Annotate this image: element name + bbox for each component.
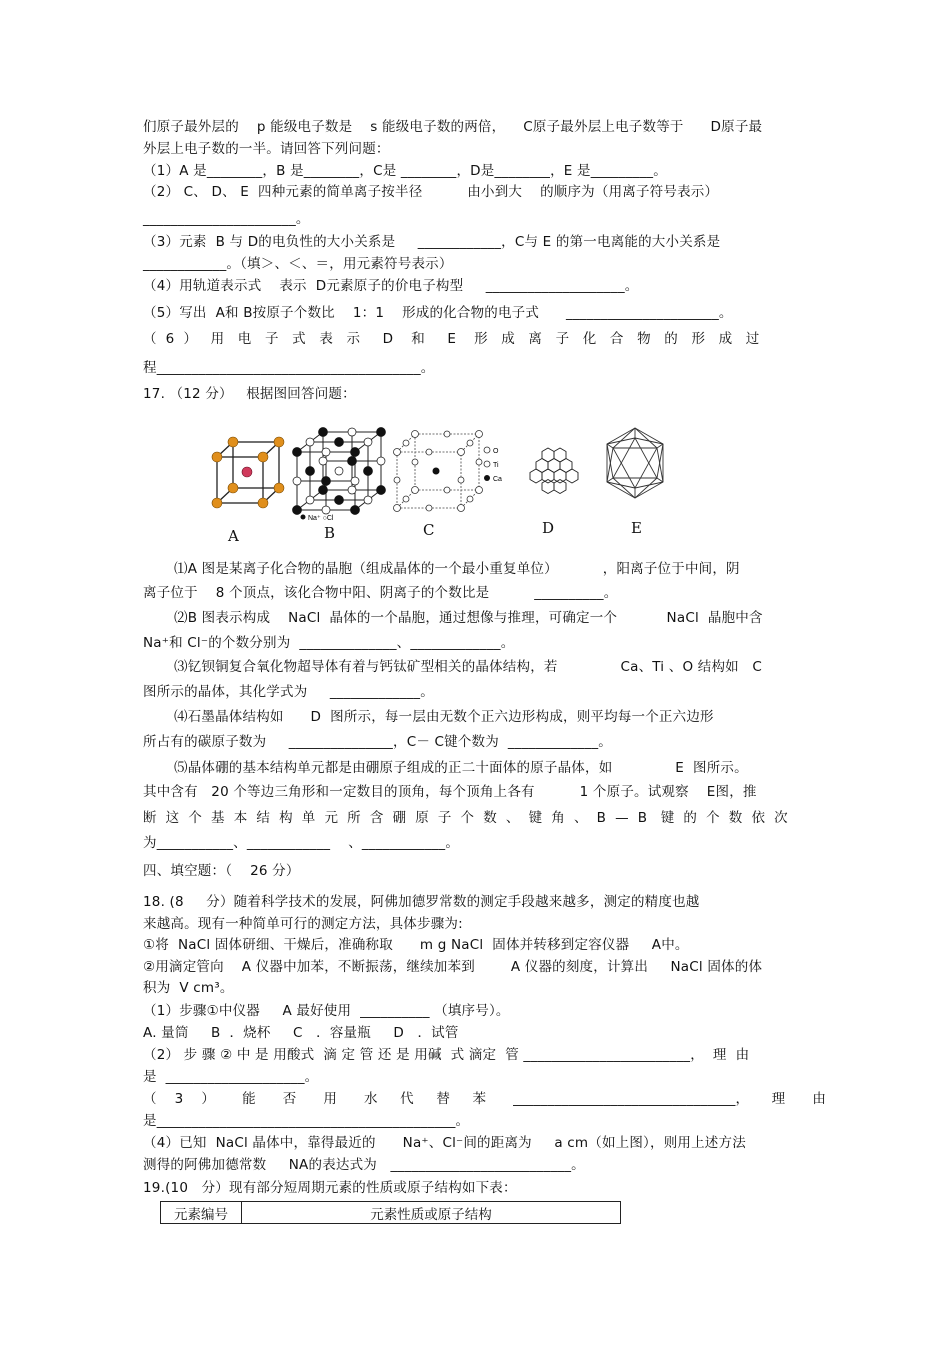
question-16-3: （3）元素 B 与 D的电负性的大小关系是 ____________，C与 E 的第一电离能的大小关系是 [143, 234, 721, 250]
figure-label-e: E [631, 519, 642, 537]
text-line: 测得的阿佛加德常数 NA的表达式为 __________________________。 [143, 1157, 585, 1173]
figure-label-d: D [542, 519, 555, 537]
table-header-element-property: 元素性质或原子结构 [242, 1202, 621, 1224]
table-header-element-id: 元素编号 [161, 1202, 242, 1224]
question-18-1-options: A. 量筒 B ．烧杯 C ．容量瓶 D ．试管 [143, 1025, 459, 1041]
text-line: 程______________________________________。 [143, 360, 435, 376]
text-line: Na⁺和 Cl⁻的个数分别为 ______________、_____________。 [143, 635, 515, 651]
step-2: ②用滴定管向 A 仪器中加苯，不断振荡，继续加苯到 A 仪器的刻度，计算出 NaCl 固体的体 [143, 959, 763, 975]
text-line: 图所示的晶体，其化学式为 _____________。 [143, 684, 434, 700]
text-line: 们原子最外层的 p 能级电子数是 s 能级电子数的两倍， C原子最外层上电子数等于 D原子最 [143, 119, 763, 135]
question-17-2: ⑵B 图表示构成 NaCl 晶体的一个晶胞，通过想像与推理，可确定一个 NaCl 晶胞中含 [174, 610, 763, 626]
svg-text:Ca: Ca [493, 476, 502, 483]
figure-c-legend [484, 447, 502, 483]
question-17-4: ⑷石墨晶体结构如 D 图所示，每一层由无数个正六边形构成，则平均每一个正六边形 [174, 709, 714, 725]
question-17-heading: 17. （12 分） 根据图回答问题： [143, 386, 356, 402]
question-18-3: （ 3 ） 能 否 用 水 代 替 苯 ________________________________， 理 由 [143, 1091, 827, 1107]
question-17-3: ⑶钇钡铜复合氧化物超导体有着与钙钛矿型相关的晶体结构，若 Ca、Ti 、O 结构如 C [174, 659, 762, 675]
question-17-1: ⑴A 图是某离子化合物的晶胞（组成晶体的一个最小重复单位） ，阳离子位于中间，阴 [174, 561, 740, 577]
svg-text:O: O [493, 448, 499, 455]
text-line: 来越高。现有一种简单可行的测定方法，具体步骤为: [143, 916, 463, 932]
figure-label-c: C [423, 521, 435, 539]
question-16-6: （ 6 ） 用 电 子 式 表 示 D 和 E 形 成 离 子 化 合 物 的 形 成 过 [143, 331, 760, 347]
question-18-intro: 18. (8 分）随着科学技术的发展，阿佛加德罗常数的测定手段越来越多，测定的精度也越 [143, 894, 700, 910]
element-table [160, 1201, 621, 1224]
text-line: 是 ____________________。 [143, 1069, 319, 1085]
figure-d-graphite-layer [530, 448, 578, 494]
figure-label-a: A [228, 527, 239, 545]
text-line: 为___________、____________ 、____________。 [143, 835, 460, 851]
text-line: 外层上电子数的一半。请回答下列问题： [143, 141, 390, 157]
question-16-2: （2） C、 D、 E 四种元素的简单离子按半径 由小到大 的顺序为（用离子符号表示） [143, 184, 719, 200]
step-1: ①将 NaCl 固体研细、干燥后，准确称取 m g NaCl 固体并转移到定容仪器 A中。 [143, 937, 689, 953]
question-18-1: （1）步骤①中仪器 A 最好使用 __________ （填序号）。 [143, 1003, 510, 1019]
text-line: 离子位于 8 个顶点，该化合物中阳、阴离子的个数比是 __________。 [143, 585, 618, 601]
figure-label-b: B [324, 524, 336, 542]
crystal-figure [205, 420, 680, 550]
question-17-5: ⑸晶体硼的基本结构单元都是由硼原子组成的正二十面体的原子晶体，如 E 图所示。 [174, 760, 748, 776]
question-16-4: （4）用轨道表示式 表示 D元素原子的价电子构型 ____________________。 [143, 278, 639, 294]
figure-b-legend: Na⁺ ○Cl [308, 515, 334, 522]
question-16-5: （5）写出 A和 B按原子个数比 1：1 形成的化合物的电子式 ______________________。 [143, 305, 733, 321]
question-18-2: （2） 步 骤 ② 中 是 用酸式 滴 定 管 还 是 用碱 式 滴定 管 ________________________， 理 由 [143, 1047, 750, 1063]
text-line: ______________________。 [143, 211, 310, 227]
text-line: 所占有的碳原子数为 _______________，C－ C键个数为 _____________。 [143, 734, 612, 750]
text-line: 其中含有 20 个等边三角形和一定数目的顶角，每个顶角上各有 1 个原子。试观察 E图，推 [143, 784, 757, 800]
text-line: 是___________________________________________。 [143, 1113, 470, 1129]
text-line: 断 这 个 基 本 结 构 单 元 所 含 硼 原 子 个 数 、 键 角 、 B — B 键 的 个 数 依 次 [143, 810, 788, 826]
question-18-4: （4）已知 NaCl 晶体中，靠得最近的 Na⁺、Cl⁻间的距离为 a cm（如上图），则用上述方法 [143, 1135, 746, 1151]
text-line: ____________。（填＞、＜、＝，用元素符号表示） [143, 256, 453, 272]
svg-text:Ti: Ti [493, 462, 499, 469]
text-line: 积为 V cm³。 [143, 980, 234, 996]
figure-e-boron-icosahedron [607, 428, 663, 498]
question-19-heading: 19.(10 分）现有部分短周期元素的性质或原子结构如下表： [143, 1180, 517, 1196]
section-4-heading: 四、填空题：（ 26 分） [143, 863, 300, 879]
question-16-1: （1）A 是________，B 是________，C是 ________，D是________，E 是_________。 [143, 163, 667, 179]
